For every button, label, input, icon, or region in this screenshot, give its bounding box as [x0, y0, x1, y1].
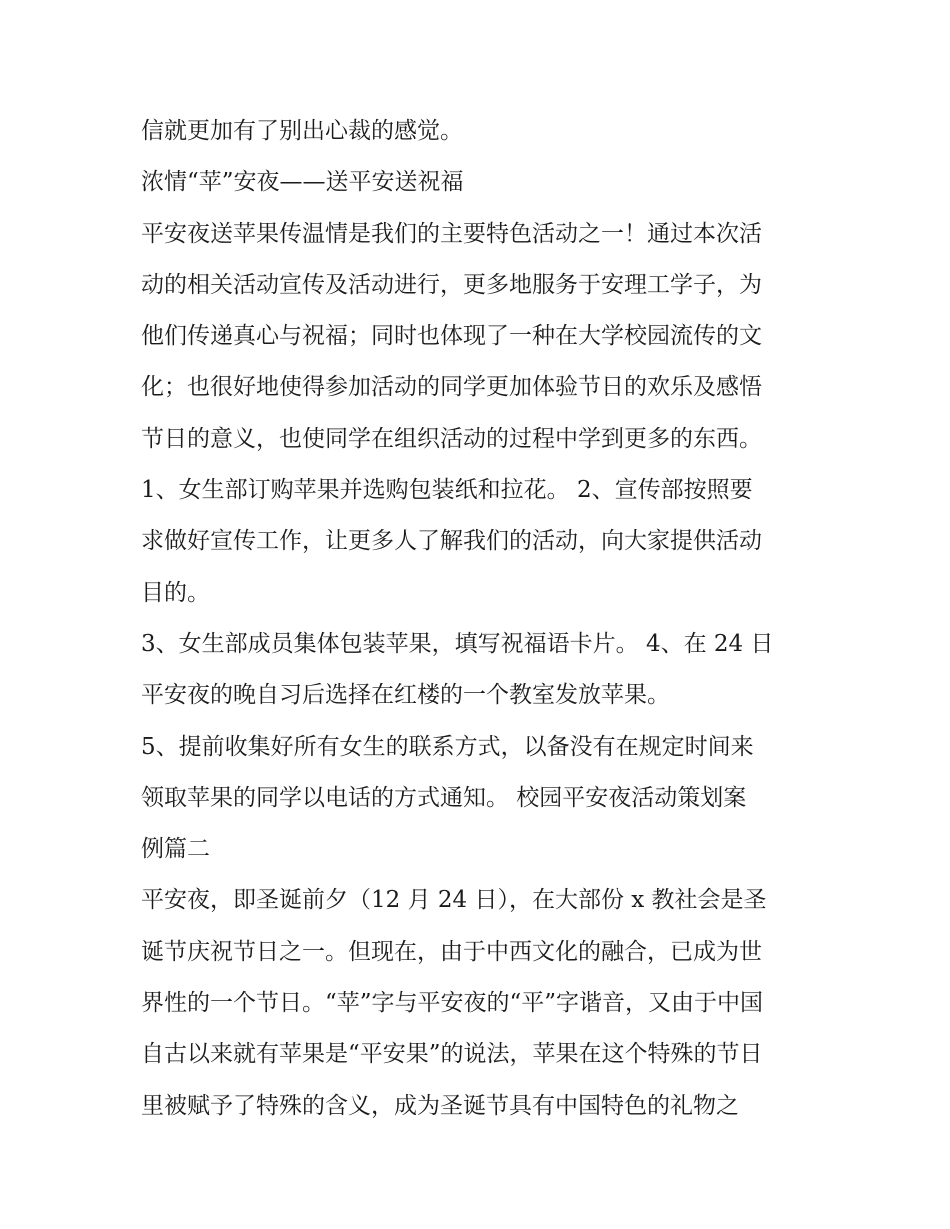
- text-line: 平安夜送苹果传温情是我们的主要特色活动之一！通过本次活: [141, 220, 762, 247]
- text-line: 自古以来就有苹果是“平安果”的说法，苹果在这个特殊的节日: [141, 1041, 763, 1068]
- text-line: 诞节庆祝节日之一。但现在，由于中西文化的融合，已成为世: [141, 938, 762, 965]
- text-line: 例篇二: [141, 836, 210, 863]
- text-line: 信就更加有了别出心裁的感觉。: [141, 118, 463, 144]
- text-line: 5、提前收集好所有女生的联系方式，以备没有在规定时间来: [141, 733, 754, 760]
- text-line: 动的相关活动宣传及活动进行，更多地服务于安理工学子，为: [141, 271, 762, 298]
- text-line: 节日的意义，也使同学在组织活动的过程中学到更多的东西。: [141, 425, 762, 452]
- text-line: 平安夜的晚自习后选择在红楼的一个教室发放苹果。: [141, 682, 670, 709]
- text-line: 领取苹果的同学以电话的方式通知。 校园平安夜活动策划案: [141, 784, 747, 811]
- text-line: 3、女生部成员集体包装苹果，填写祝福语卡片。 4、在 24 日: [141, 630, 774, 657]
- text-line: 平安夜，即圣诞前夕（12 月 24 日），在大部份 x 教社会是圣: [141, 887, 767, 914]
- text-line: 里被赋予了特殊的含义，成为圣诞节具有中国特色的礼物之: [141, 1092, 739, 1119]
- text-line: 化；也很好地使得参加活动的同学更加体验节日的欢乐及感悟: [141, 374, 762, 401]
- text-line: 界性的一个节日。“苹”字与平安夜的“平”字谐音，又由于中国: [141, 990, 764, 1017]
- document-body: [141, 106, 821, 1132]
- text-line: 1、女生部订购苹果并选购包装纸和拉花。 2、宣传部按照要: [141, 477, 753, 504]
- text-line: 求做好宣传工作，让更多人了解我们的活动，向大家提供活动: [141, 528, 762, 555]
- text-line: 目的。: [141, 579, 210, 606]
- section-heading: 浓情“苹”安夜——送平安送祝福: [141, 169, 464, 196]
- text-line: 他们传递真心与祝福；同时也体现了一种在大学校园流传的文: [141, 323, 762, 350]
